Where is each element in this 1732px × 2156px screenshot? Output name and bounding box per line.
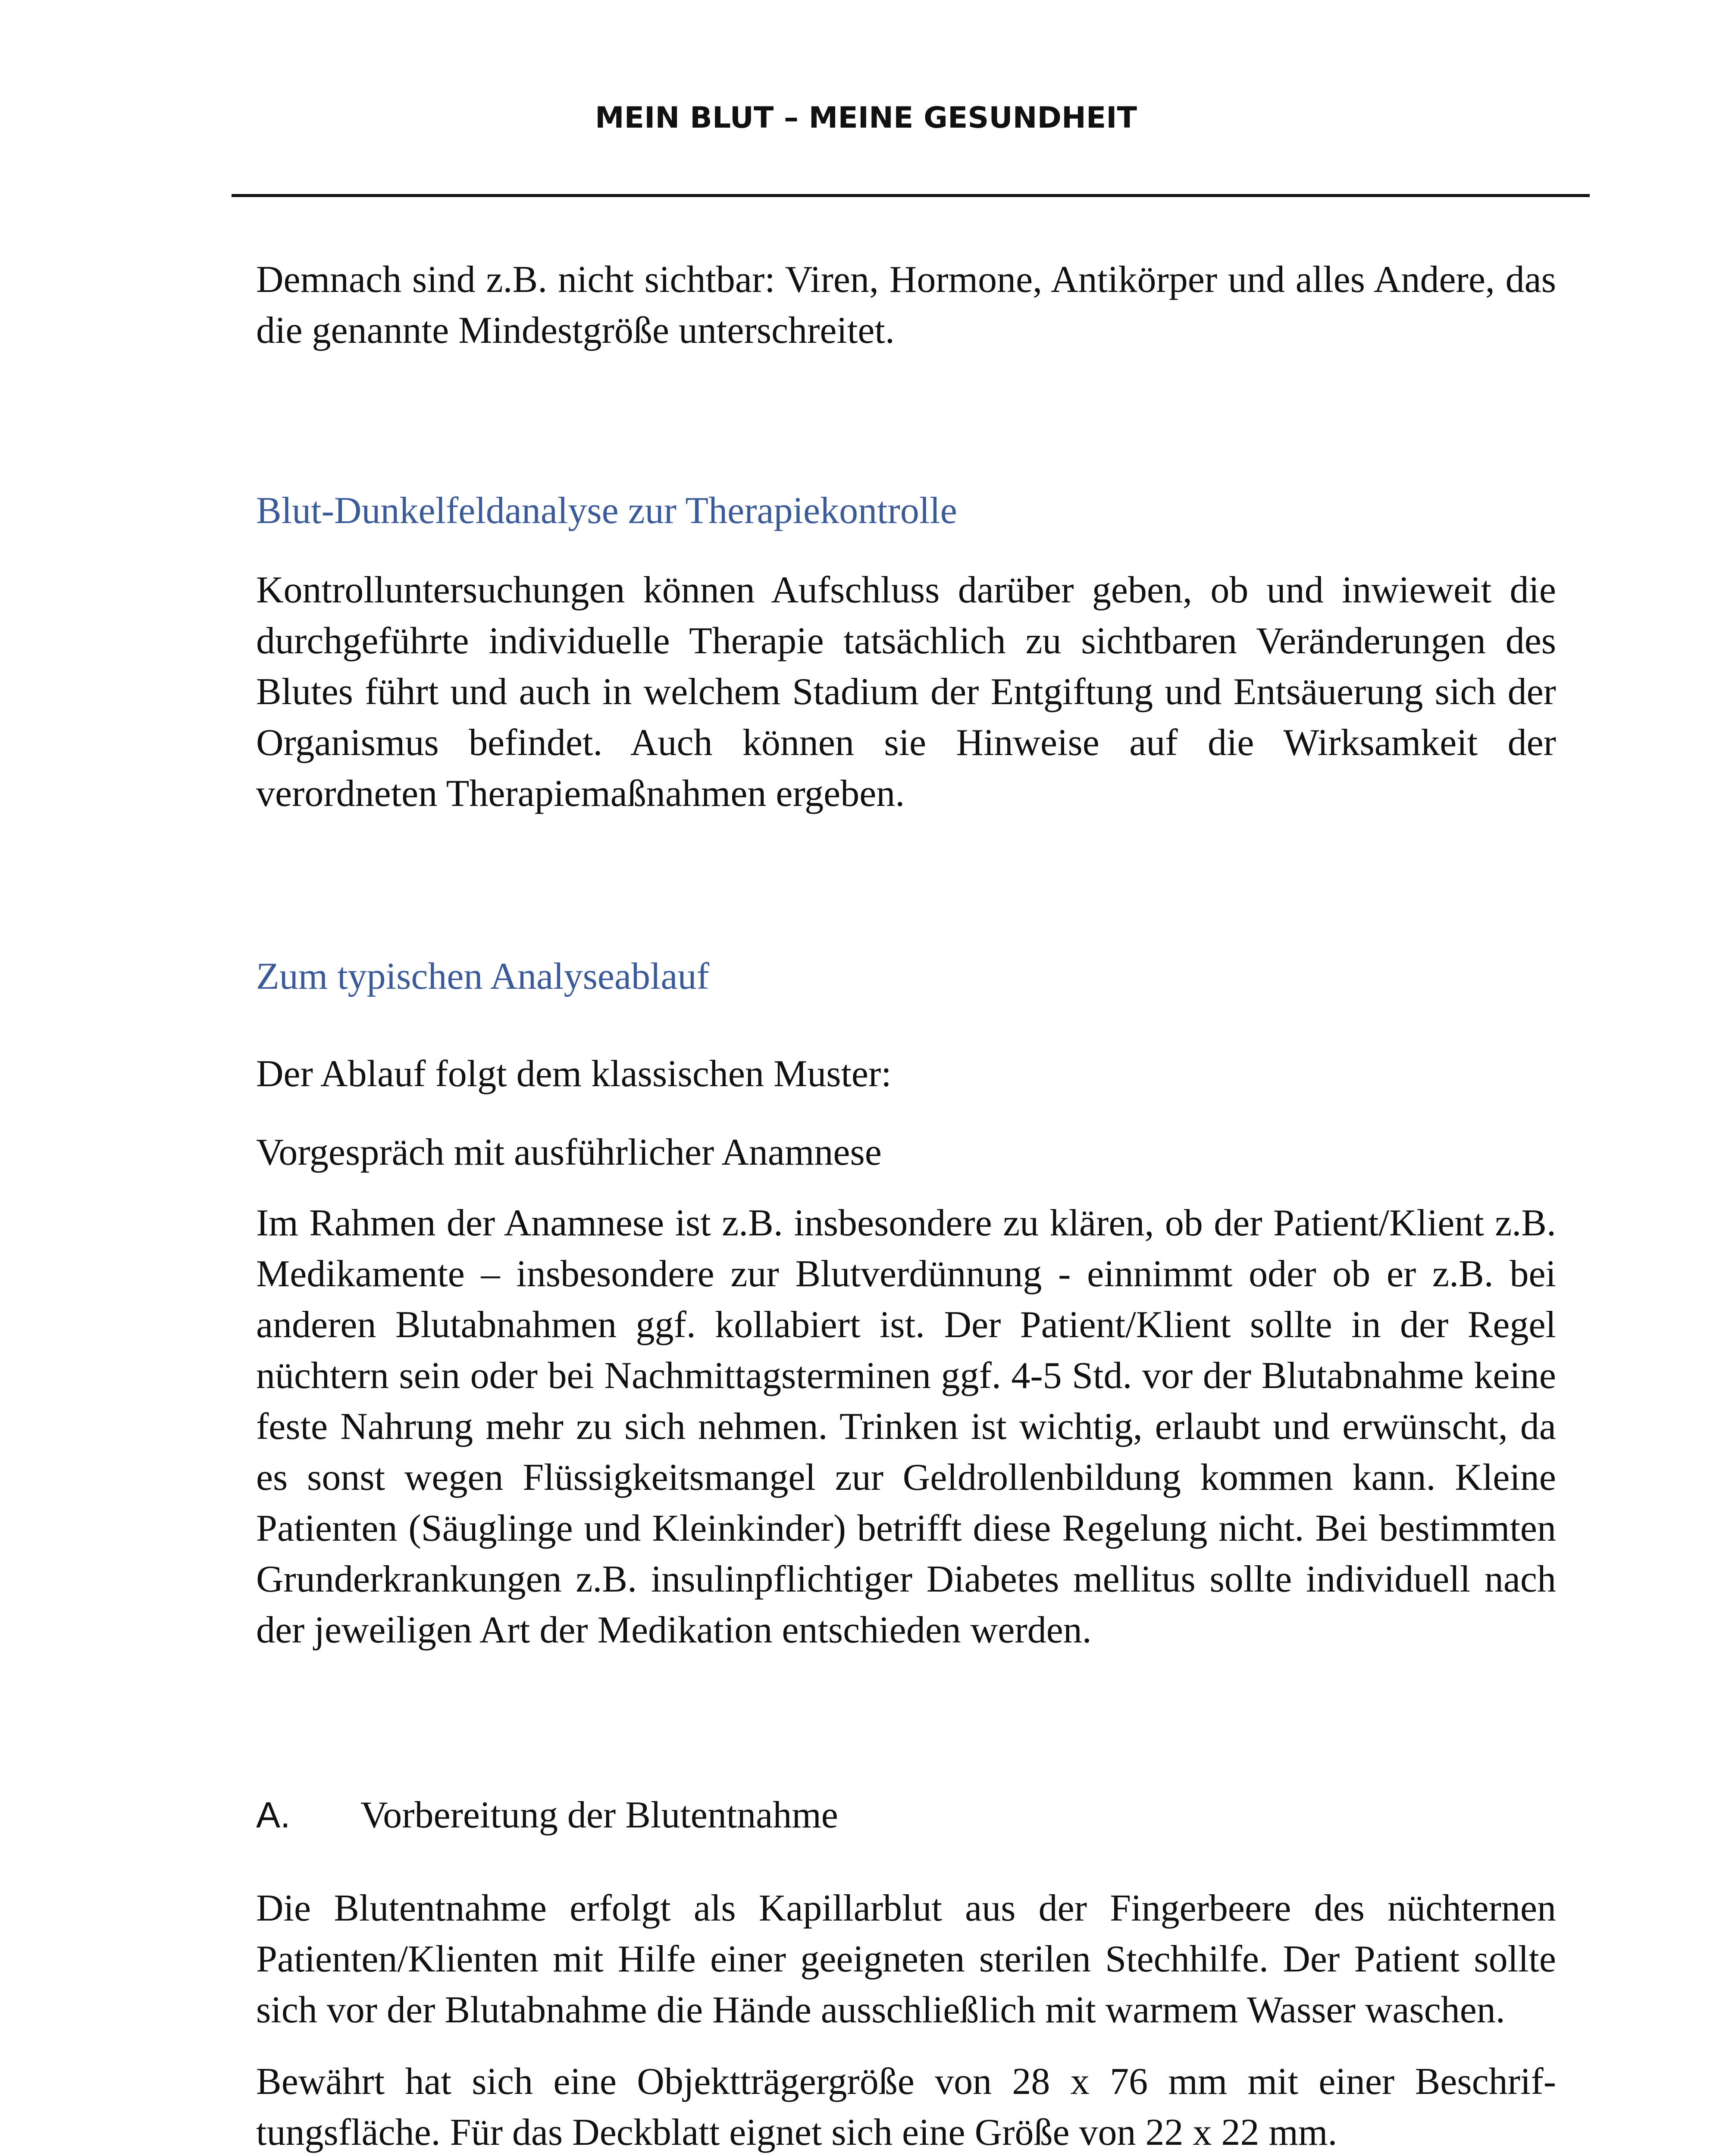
section-letter: A.	[256, 1795, 291, 1835]
section-heading-analysis-procedure: Zum typischen Analyseablauf	[256, 956, 709, 997]
procedure-subheading: Vorgespräch mit ausführlicher Anamnese	[256, 1131, 882, 1173]
blood-sampling-paragraph: Die Blutentnahme erfolgt als Kapillarblut aus der Fingerbeere des nüchternen Patienten/Klienten mit Hilfe einer geeigneten sterilen Stechhilfe. Der Patient sollte sich vor der Blutabnahme die Hände ausschließlich mit warmem Wasser waschen.	[256, 1887, 1556, 2031]
running-header: MEIN BLUT – MEINE GESUNDHEIT	[595, 101, 1137, 135]
section-heading-blood-sampling	[256, 1789, 1556, 1841]
therapy-control-paragraph: Kontrolluntersuchungen können Aufschluss darüber geben, ob und inwieweit die durchgeführte individuelle Therapie tatsächlich zu sichtbaren Veränderungen des Blutes führt und auch in welchem Stadium der Entgiftung und Entsäuerung sich der Organismus befindet. Auch können sie Hinweise auf die Wirksamkeit der verordneten Therapiemaßnahmen ergeben.	[256, 569, 1556, 815]
section-title: Vorbereitung der Blutentnahme	[360, 1794, 838, 1836]
header-divider	[232, 194, 1590, 197]
procedure-lead: Der Ablauf folgt dem klassischen Muster:	[256, 1053, 892, 1095]
page-content	[256, 254, 1556, 2156]
anamnesis-paragraph: Im Rahmen der Anamnese ist z.B. insbesondere zu klären, ob der Patient/Klient z.B. Medikamente – insbesondere zur Blutverdünnung - einnimmt oder ob er z.B. bei anderen Blutabnahmen ggf. kollabiert ist. Der Patient/Klient sollte in der Regel nüchtern sein oder bei Nachmittagsterminen ggf. 4-5 Std. vor der Blutabnahme keine feste Nahrung mehr zu sich nehmen. Trinken ist wichtig, erlaubt und erwünscht, da es sonst wegen Flüssigkeitsmangel zur Geldrollenbildung kommen kann. Kleine Patienten (Säuglinge und Kleinkinder) betrifft diese Regelung nicht. Bei bestimmten Grunderkrankungen z.B. insulinpflichtiger Diabetes mellitus sollte individuell nach der jeweiligen Art der Medikation entschieden werden.	[256, 1202, 1556, 1651]
section-heading-therapy-control: Blut-Dunkelfeldanalyse zur Therapiekontrolle	[256, 490, 957, 532]
intro-paragraph: Demnach sind z.B. nicht sichtbar: Viren, Hormone, Antikörper und alles Andere, das die genannte Mindestgröße unterschreitet.	[256, 259, 1556, 351]
slide-size-paragraph: Bewährt hat sich eine Objektträgergröße von 28 x 76 mm mit einer Beschriftungsfläche. Für das Deckblatt eignet sich eine Größe von 22 x 22 mm.	[256, 2061, 1556, 2153]
